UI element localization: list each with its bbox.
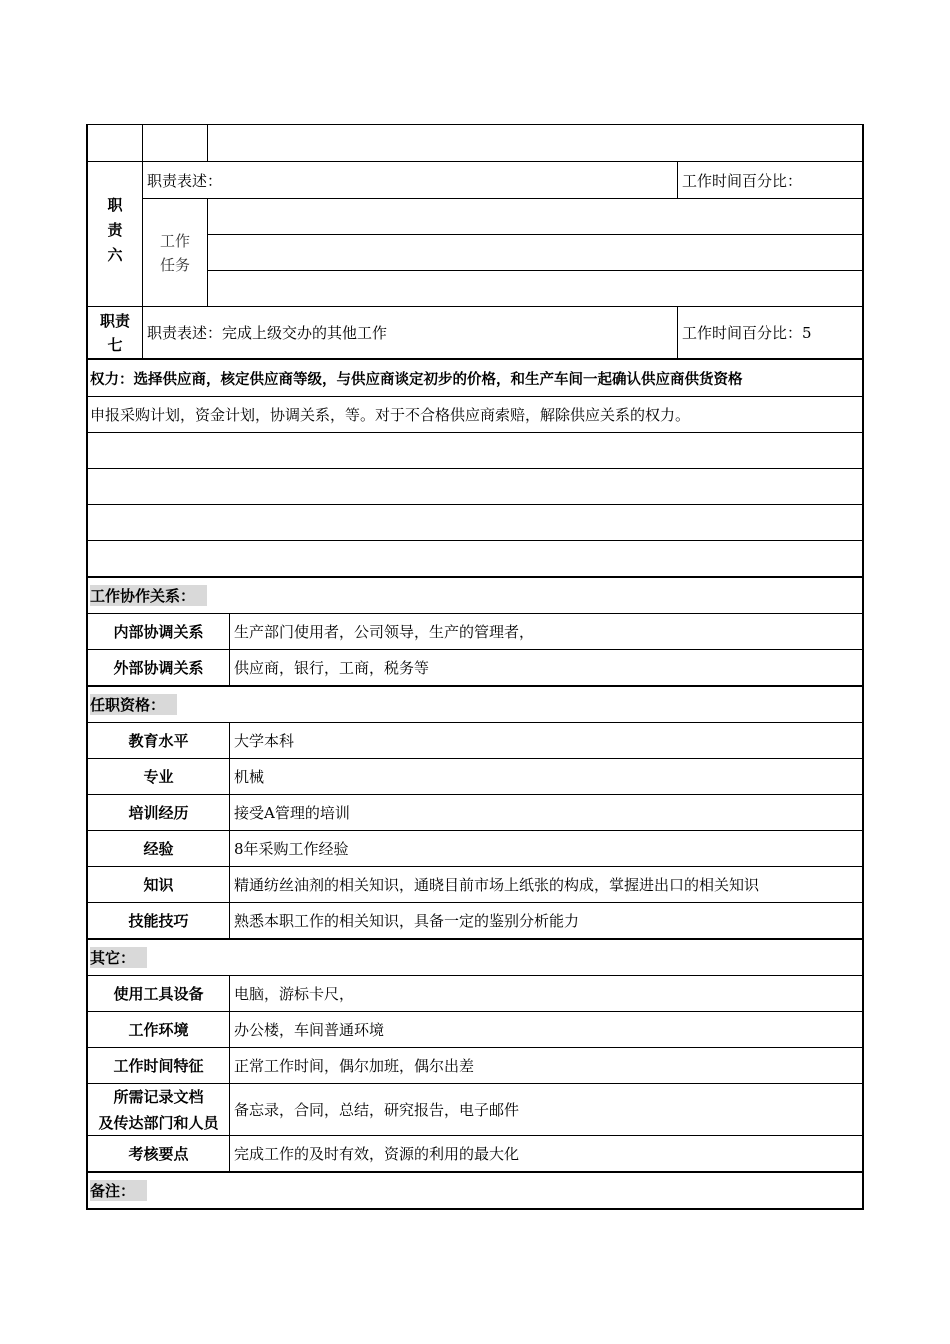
qualification-row <box>88 722 862 758</box>
job-description-sheet <box>86 124 864 1210</box>
other-row <box>88 1083 862 1135</box>
empty-cell <box>88 125 143 161</box>
other-label: 工作环境 <box>88 1012 230 1047</box>
task-line <box>208 234 862 270</box>
duty-six-row <box>88 161 862 306</box>
duty-six-tasks-row <box>143 198 862 306</box>
authority-empty-row <box>88 504 862 540</box>
duty-six-body <box>143 162 862 306</box>
qualifications-block <box>86 687 864 940</box>
relation-row <box>88 649 862 685</box>
qualification-row <box>88 758 862 794</box>
other-title: 其它： <box>90 947 147 968</box>
other-row <box>88 1011 862 1047</box>
duty-seven-label-line-1: 职责 <box>99 311 130 330</box>
other-label: 考核要点 <box>88 1136 230 1171</box>
other-label <box>88 1084 230 1135</box>
duty-six-desc-label: 职责表述： <box>143 162 678 198</box>
qualification-value: 精通纺丝油剂的相关知识，通晓目前市场上纸张的构成，掌握进出口的相关知识 <box>234 876 760 894</box>
qualification-value: 熟悉本职工作的相关知识，具备一定的鉴别分析能力 <box>234 912 580 930</box>
authority-empty-row <box>88 432 862 468</box>
other-value: 办公楼，车间普通环境 <box>234 1021 385 1039</box>
relation-label: 外部协调关系 <box>88 650 230 685</box>
relation-label: 内部协调关系 <box>88 614 230 649</box>
duty-seven-label-line-2: 七 <box>107 335 123 354</box>
empty-cell <box>143 125 208 161</box>
other-title-row <box>88 940 862 975</box>
qualification-value: 大学本科 <box>234 732 295 750</box>
qualification-row <box>88 794 862 830</box>
qualification-label: 专业 <box>88 759 230 794</box>
authority-block <box>86 360 864 578</box>
empty-cell <box>208 125 862 161</box>
qualifications-title-row <box>88 687 862 722</box>
qualification-row <box>88 866 862 902</box>
qualification-label: 培训经历 <box>88 795 230 830</box>
qualification-value: 8年采购工作经验 <box>234 840 349 858</box>
qualification-label: 教育水平 <box>88 723 230 758</box>
qualification-row <box>88 902 862 938</box>
duty-seven-desc: 职责表述：完成上级交办的其他工作 <box>143 307 678 358</box>
other-row <box>88 1135 862 1171</box>
remarks-title: 备注： <box>90 1180 147 1201</box>
authority-line-1: 申报采购计划，资金计划，协调关系，等。对于不合格供应商索赔，解除供应关系的权力。 <box>90 406 691 424</box>
relations-title: 工作协作关系： <box>90 585 207 606</box>
tasks-label-line-1: 工作 <box>159 231 190 250</box>
qualification-row <box>88 830 862 866</box>
other-value: 电脑，游标卡尺， <box>234 985 355 1003</box>
duty-six-pct-label: 工作时间百分比： <box>682 171 803 190</box>
other-label-line-2: 及传达部门和人员 <box>98 1113 219 1132</box>
duty-six-label: 职责六 <box>88 162 143 306</box>
other-row <box>88 975 862 1011</box>
relations-title-cell <box>88 578 862 613</box>
relation-value: 生产部门使用者，公司领导，生产的管理者， <box>234 623 535 641</box>
authority-empty-row <box>88 540 862 576</box>
authority-empty-row <box>88 468 862 504</box>
remarks-title-row <box>88 1173 862 1208</box>
qualification-value: 接受A管理的培训 <box>234 804 350 822</box>
duty-six-desc-row <box>143 162 862 198</box>
remarks-title-cell <box>88 1173 862 1208</box>
other-row <box>88 1047 862 1083</box>
authority-title-row <box>88 360 862 396</box>
other-value: 完成工作的及时有效，资源的利用的最大化 <box>234 1145 520 1163</box>
duties-block <box>86 124 864 360</box>
other-label: 使用工具设备 <box>88 976 230 1011</box>
duty-seven-label <box>88 307 143 358</box>
duty-seven-pct: 工作时间百分比：5 <box>682 324 812 342</box>
tasks-label-line-2: 任务 <box>159 255 190 274</box>
qualification-value: 机械 <box>234 768 265 786</box>
other-label-line-1: 所需记录文档 <box>113 1087 204 1106</box>
qualification-label: 知识 <box>88 867 230 902</box>
duty-six-tasks-label <box>143 199 208 306</box>
authority-line-row <box>88 396 862 432</box>
qualifications-title: 任职资格： <box>90 694 177 715</box>
remarks-block <box>86 1173 864 1210</box>
task-line <box>208 199 862 234</box>
relation-row <box>88 613 862 649</box>
other-label: 工作时间特征 <box>88 1048 230 1083</box>
other-title-cell <box>88 940 862 975</box>
qualification-label: 技能技巧 <box>88 903 230 938</box>
relations-title-row <box>88 578 862 613</box>
other-value: 正常工作时间，偶尔加班，偶尔出差 <box>234 1057 475 1075</box>
qualifications-title-cell <box>88 687 862 722</box>
relation-value: 供应商，银行，工商，税务等 <box>234 659 430 677</box>
duty-six-task-lines <box>208 199 862 306</box>
other-value: 备忘录，合同，总结，研究报告，电子邮件 <box>234 1101 520 1119</box>
other-block <box>86 940 864 1173</box>
empty-duty-row <box>88 125 862 161</box>
relations-block <box>86 578 864 687</box>
authority-title: 权力：选择供应商，核定供应商等级，与供应商谈定初步的价格，和生产车间一起确认供应商供货资格 <box>90 371 743 388</box>
duty-seven-row <box>88 306 862 358</box>
task-line <box>208 270 862 306</box>
qualification-label: 经验 <box>88 831 230 866</box>
